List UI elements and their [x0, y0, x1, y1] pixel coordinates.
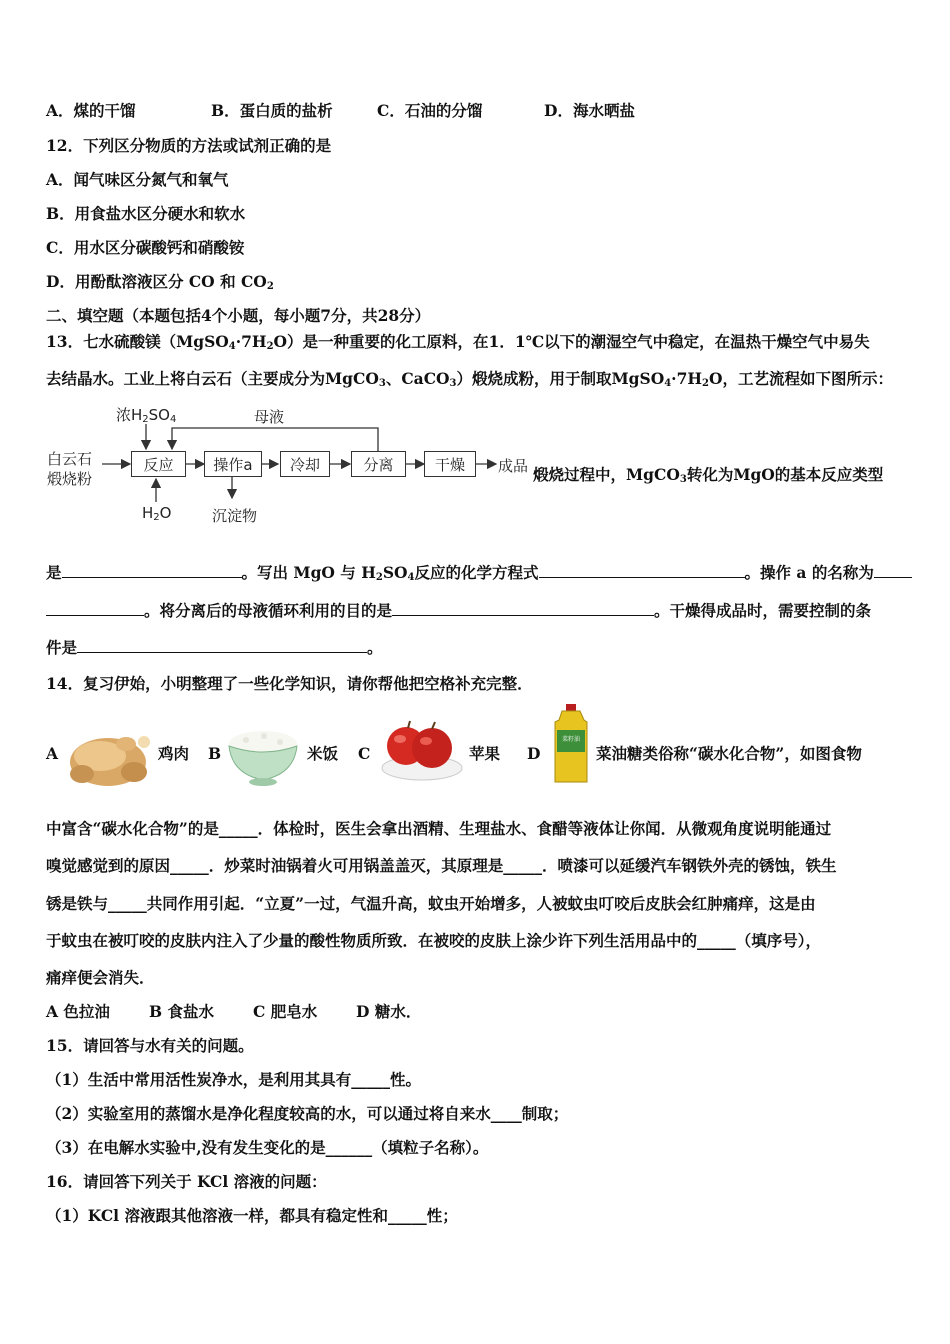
q14-option-b: B 食盐水	[149, 1002, 214, 1021]
q12-stem: 12．下列区分物质的方法或试剂正确的是	[46, 136, 332, 155]
blank-operation-a-end[interactable]	[46, 601, 144, 616]
flow-input-line1: 白云石	[47, 450, 93, 468]
q12-option-b: B．用食盐水区分硬水和软水	[46, 204, 246, 223]
flow-step-operation-a: 操作a	[204, 451, 262, 477]
oil-bottle-shape	[551, 704, 593, 784]
flow-acid-label: 浓$H_2SO_4$	[116, 406, 177, 425]
chicken-image	[60, 716, 155, 792]
flow-product-label: 成品	[498, 457, 529, 475]
q14-option-a: A 色拉油	[46, 1002, 110, 1021]
q14-option-d: D 糖水．	[356, 1002, 422, 1021]
q13-line-4: 是 。写出 MgO 与 $H_2SO_4$反应的化学方程式 。操作 a 的名称为	[46, 563, 912, 583]
flow-step-reaction: 反应	[131, 451, 186, 477]
q14-stem: 14．复习伊始，小明整理了一些化学知识，请你帮他把空格补充完整．	[46, 674, 533, 693]
q14-label-b: B	[208, 744, 222, 763]
flow-input-line2: 煅烧粉	[47, 470, 93, 488]
q15-stem: 15．请回答与水有关的问题。	[46, 1036, 254, 1055]
q13-line-1: 13．七水硫酸镁$(MgSO_4\cdot 7H_2O)$是一种重要的化工原料，在1．1℃以下的潮湿空气中稳定，在温热干燥空气中易失	[46, 332, 870, 352]
flow-precipitate-label: 沉淀物	[212, 507, 258, 525]
rice-bowl-image	[224, 722, 302, 788]
q13-line-5: 。将分离后的母液循环利用的目的是 。干燥得成品时，需要控制的条	[46, 601, 871, 621]
q12-option-a: A．闻气味区分氮气和氧气	[46, 170, 229, 189]
q14-text-c: 苹果	[469, 744, 501, 763]
oil-bottle-image	[551, 704, 593, 784]
section-2-heading: 二、填空题（本题包括4个小题，每小题7分，共28分）	[46, 306, 431, 325]
q11-option-c: C．石油的分馏	[377, 101, 483, 120]
flow-water-label: $H_2O$	[142, 504, 172, 523]
q14-text-a: 鸡肉	[158, 744, 190, 763]
q14-label-a: A	[46, 744, 59, 763]
q15-sub-3: （3）在电解水实验中,没有发生变化的是______（填粒子名称）。	[46, 1138, 489, 1157]
q14-label-c: C	[358, 744, 371, 763]
q13-after-flowchart-text: 煅烧过程中，MgCO$_3$转化为MgO的基本反应类型	[533, 465, 884, 485]
q14-text-b: 米饭	[307, 744, 339, 763]
q14-line-6: 痛痒便会消失．	[46, 968, 155, 987]
flow-mother-liquor-label: 母液	[254, 408, 285, 426]
q13-line-2: 去结晶水。工业上将白云石（主要成分为MgCO$_3$、CaCO$_3$）煅烧成粉，用于制取$MgSO_4\cdot 7H_2O$，工艺流程如下图所示：	[46, 369, 893, 389]
blank-drying-condition[interactable]	[77, 638, 367, 653]
q16-sub-1: （1）KCl 溶液跟其他溶液一样，都具有稳定性和_____性；	[46, 1206, 458, 1225]
flow-step-drying: 干燥	[424, 451, 476, 477]
q16-stem: 16．请回答下列关于 KCl 溶液的问题：	[46, 1172, 327, 1191]
q14-line-5: 于蚊虫在被叮咬的皮肤内注入了少量的酸性物质所致．在被咬的皮肤上涂少许下列生活用品中的_____（填序号），	[46, 931, 822, 950]
apples-image	[378, 712, 464, 784]
q12-option-d: D．用酚酞溶液区分 CO 和 $CO_2$	[46, 272, 274, 292]
q14-line-2: 中富含“碳水化合物”的是_____．体检时，医生会拿出酒精、生理盐水、食醋等液体让你闻．从微观角度说明能通过	[46, 819, 832, 838]
blank-recycle-purpose[interactable]	[392, 601, 654, 616]
q12-option-c: C．用水区分碳酸钙和硝酸铵	[46, 238, 245, 257]
q14-line-4: 锈是铁与_____共同作用引起．“立夏”一过，气温升高，蚊虫开始增多，人被蚊虫叮咬后皮肤会红肿痛痒，这是由	[46, 894, 816, 913]
q14-option-c: C 肥皂水	[253, 1002, 318, 1021]
q14-label-d: D	[527, 744, 541, 763]
q15-sub-1: （1）生活中常用活性炭净水，是利用其具有_____性。	[46, 1070, 422, 1089]
flow-step-cooling: 冷却	[280, 451, 330, 477]
blank-reaction-type[interactable]	[62, 563, 242, 578]
q11-option-d: D．海水晒盐	[544, 101, 635, 120]
oil-bottle-label: 菜籽油	[561, 736, 580, 743]
flow-step-separation: 分离	[351, 451, 406, 477]
q11-option-b: B．蛋白质的盐析	[211, 101, 333, 120]
q14-text-d: 菜油糖类俗称“碳水化合物”，如图食物	[596, 744, 862, 763]
q15-sub-2: （2）实验室用的蒸馏水是净化程度较高的水，可以通过将自来水____制取；	[46, 1104, 569, 1123]
blank-operation-a-start[interactable]	[874, 563, 912, 578]
q14-line-3: 嗅觉感觉到的原因_____．炒菜时油锅着火可用锅盖盖灭，其原理是_____．喷漆可以延缓汽车钢铁外壳的锈蚀，铁生	[46, 856, 837, 875]
q11-option-a: A．煤的干馏	[46, 101, 136, 120]
blank-equation[interactable]	[539, 563, 745, 578]
q13-line-6: 件是 。	[46, 638, 383, 657]
